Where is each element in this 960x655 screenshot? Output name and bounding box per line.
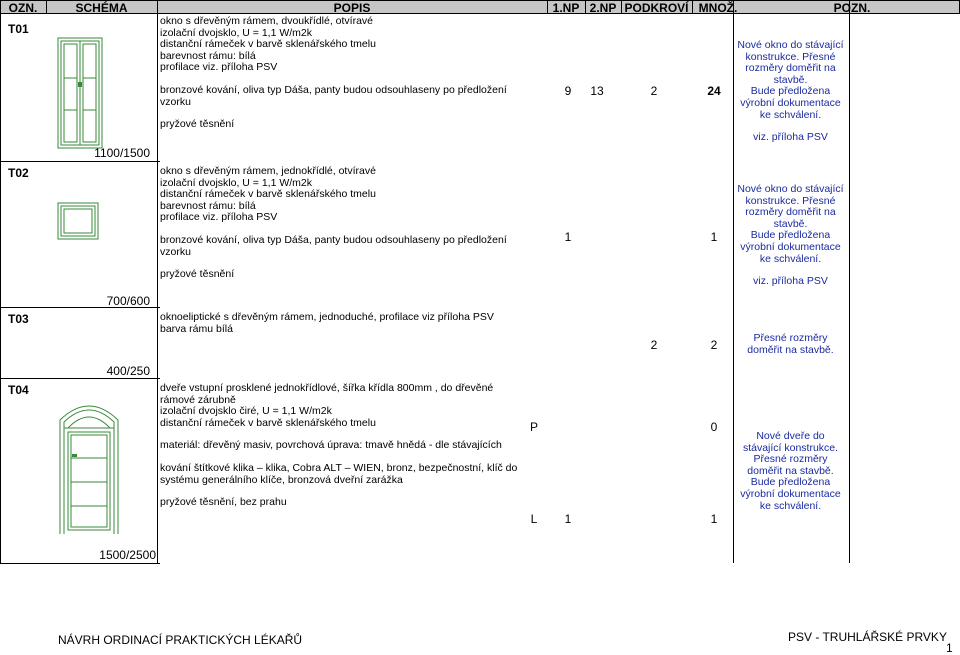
row-code: T03: [8, 312, 29, 326]
row-code: T01: [8, 22, 29, 36]
door-drawing: [60, 398, 118, 534]
header-pozn: POZN.: [744, 0, 960, 14]
double-window-drawing: [58, 38, 102, 148]
dimension-label: 1500/2500: [99, 548, 156, 562]
qty-2np: 9: [564, 84, 572, 98]
note: Nové okno do stávající konstrukce. Přesné rozměry doměřit na stavbě. Bude předložena výrobní dokumentace ke schválení. viz. příloha PSV: [737, 183, 844, 288]
dimension-label: 400/250: [106, 364, 150, 378]
qty-total: 1: [710, 230, 718, 244]
description: oknoeliptické s dřevěným rámem, jednoduché, profilace viz příloha PSV barva rámu bílá: [160, 311, 494, 335]
header-schema: SCHÉMA: [46, 0, 157, 14]
qty-total: 24: [707, 84, 721, 98]
header-popis: POPIS: [157, 0, 547, 14]
qty-1np-bottom: L: [530, 512, 538, 526]
description: dveře vstupní prosklené jednokřídlové, šířka křídla 800mm , do dřevěné rámové zárubně izolační dvojsklo čiré, U = 1,1 W/m2k distanční rámeček v barvě sklenářského tmelu materiál: dřevěný masiv, povrchová úprava: tmavě hnědá - dle stávajících kování štítkové klika – klika, Cobra ALT – WIEN, bronz, bezpečnostní, klíč do systému generálního klíče, bronzová dveřní zarážka pryžové těsnění, bez prahu: [160, 382, 518, 509]
note: Nové dveře do stávající konstrukce. Přesné rozměry doměřit na stavbě. Bude předložena výrobní dokumentace ke schválení.: [740, 430, 841, 512]
header-2np: 2.NP: [585, 0, 621, 14]
header-podkrovi: PODKROVÍ: [621, 0, 692, 14]
qty-podkrovi-a: 13: [590, 84, 604, 98]
description: okno s dřevěným rámem, dvoukřídlé, otvíravé izolační dvojsklo, U = 1,1 W/m2k distanční rámeček v barvě sklenářského tmelu barevnost rámu: bílá profilace viz. příloha PSV bronzové kování, oliva typ Dáša, panty budou odsouhlaseny po předložení vzorku pryžové těsnění: [160, 15, 507, 131]
row-code: T02: [8, 166, 29, 180]
header-mnoz: MNOŽ.: [692, 0, 744, 14]
qty-2np-bottom: 1: [564, 512, 572, 526]
note: Nové okno do stávající konstrukce. Přesné rozměry doměřit na stavbě. Bude předložena výrobní dokumentace ke schválení. viz. příloha PSV: [737, 39, 844, 144]
note: Přesné rozměry doměřit na stavbě.: [747, 332, 834, 356]
footer-page-number: 1: [946, 641, 953, 655]
single-window-drawing: [58, 203, 98, 239]
qty-1np-top: P: [529, 420, 538, 434]
qty-total: 2: [710, 338, 718, 352]
row-code: T04: [8, 383, 29, 397]
header-1np: 1.NP: [547, 0, 585, 14]
qty-2np: 1: [564, 230, 572, 244]
qty-total-top: 0: [710, 420, 718, 434]
description: okno s dřevěným rámem, jednokřídlé, otvíravé izolační dvojsklo, U = 1,1 W/m2k distanční rámeček v barvě sklenářského tmelu barevnost rámu: bílá profilace viz. příloha PSV bronzové kování, oliva typ Dáša, panty budou odsouhlaseny po předložení vzorku pryžové těsnění: [160, 165, 507, 281]
qty-podkrovi-b: 2: [650, 84, 658, 98]
dimension-label: 700/600: [106, 294, 150, 308]
dimension-label: 1100/1500: [94, 146, 150, 160]
qty-podkrovi: 2: [650, 338, 658, 352]
footer-project-title: NÁVRH ORDINACÍ PRAKTICKÝCH LÉKAŘŮ: [58, 633, 303, 647]
header-ozn: OZN.: [0, 0, 46, 14]
footer-sheet-title: PSV - TRUHLÁŘSKÉ PRVKY: [788, 630, 947, 644]
qty-total-bottom: 1: [710, 512, 718, 526]
